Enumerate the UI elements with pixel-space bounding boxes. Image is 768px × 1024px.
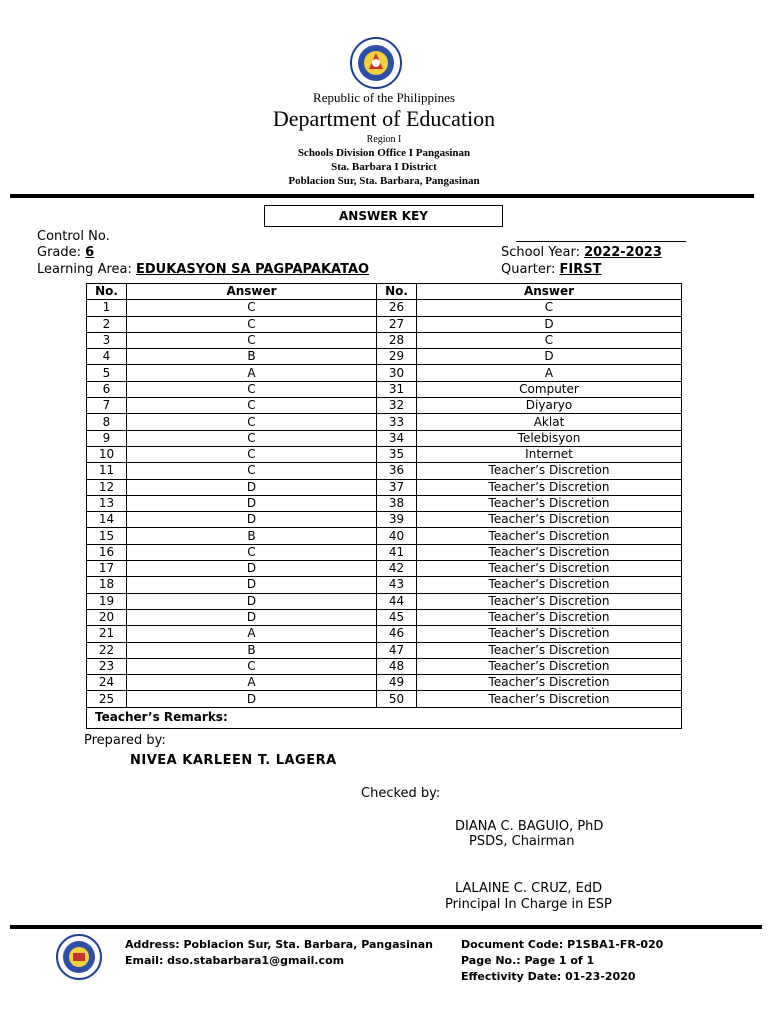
item-answer: C — [127, 544, 377, 560]
item-number: 5 — [87, 365, 127, 381]
item-number: 8 — [87, 414, 127, 430]
item-answer: D — [127, 512, 377, 528]
learning-area-label: Learning Area: — [37, 262, 132, 277]
item-number: 9 — [87, 430, 127, 446]
item-answer: Teacher’s Discretion — [417, 463, 682, 479]
item-answer: C — [127, 398, 377, 414]
item-number: 24 — [87, 675, 127, 691]
item-number: 45 — [377, 609, 417, 625]
deped-seal-icon — [345, 36, 407, 90]
table-row — [87, 577, 682, 593]
control-number-label: Control No. — [37, 229, 110, 244]
item-number: 49 — [377, 675, 417, 691]
item-answer: A — [417, 365, 682, 381]
teachers-remarks-label: Teacher’s Remarks: — [87, 707, 682, 728]
item-answer: D — [127, 691, 377, 707]
item-answer: D — [417, 316, 682, 332]
item-number: 23 — [87, 658, 127, 674]
item-answer: Teacher’s Discretion — [417, 512, 682, 528]
item-number: 18 — [87, 577, 127, 593]
table-row — [87, 463, 682, 479]
item-answer: A — [127, 626, 377, 642]
item-answer: B — [127, 528, 377, 544]
item-answer: Teacher’s Discretion — [417, 609, 682, 625]
checker1-title: PSDS, Chairman — [469, 834, 575, 849]
division-text: Schools Division Office I Pangasinan — [297, 147, 471, 159]
table-row — [87, 675, 682, 691]
department-title: Department of Education — [272, 106, 496, 131]
item-answer: D — [127, 561, 377, 577]
table-row — [87, 381, 682, 397]
item-answer: D — [127, 593, 377, 609]
item-answer: B — [127, 642, 377, 658]
item-number: 10 — [87, 446, 127, 462]
column-header: Answer — [127, 284, 377, 300]
item-answer: C — [417, 300, 682, 316]
school-year-value: 2022-2023 — [584, 245, 662, 260]
table-row — [87, 691, 682, 707]
checked-by-label: Checked by: — [361, 786, 441, 801]
item-answer: D — [127, 495, 377, 511]
item-answer: Aklat — [417, 414, 682, 430]
item-number: 11 — [87, 463, 127, 479]
column-header: No. — [87, 284, 127, 300]
item-answer: Teacher’s Discretion — [417, 479, 682, 495]
item-answer: Teacher’s Discretion — [417, 642, 682, 658]
header-address: Poblacion Sur, Sta. Barbara, Pangasinan — [288, 175, 480, 187]
item-number: 4 — [87, 349, 127, 365]
item-answer: Teacher’s Discretion — [417, 544, 682, 560]
preparer-name: NIVEA KARLEEN T. LAGERA — [130, 753, 337, 768]
item-number: 14 — [87, 512, 127, 528]
item-number: 28 — [377, 332, 417, 348]
item-answer: C — [127, 446, 377, 462]
school-year-label: School Year: — [501, 245, 580, 260]
item-answer: C — [127, 414, 377, 430]
item-number: 39 — [377, 512, 417, 528]
item-answer: D — [417, 349, 682, 365]
district-text: Sta. Barbara I District — [331, 161, 437, 173]
item-answer: B — [127, 349, 377, 365]
control-number-line — [516, 241, 686, 242]
item-number: 34 — [377, 430, 417, 446]
item-answer: Teacher’s Discretion — [417, 561, 682, 577]
item-number: 35 — [377, 446, 417, 462]
table-row — [87, 414, 682, 430]
table-row — [87, 300, 682, 316]
item-number: 43 — [377, 577, 417, 593]
checker1-name: DIANA C. BAGUIO, PhD — [455, 819, 604, 834]
effectivity-date: Effectivity Date: 01-23-2020 — [461, 970, 636, 983]
item-answer: D — [127, 577, 377, 593]
grade-value: 6 — [85, 245, 95, 260]
item-number: 32 — [377, 398, 417, 414]
item-number: 6 — [87, 381, 127, 397]
table-row — [87, 349, 682, 365]
item-number: 50 — [377, 691, 417, 707]
item-number: 40 — [377, 528, 417, 544]
item-answer: C — [127, 300, 377, 316]
item-answer: Teacher’s Discretion — [417, 675, 682, 691]
item-number: 16 — [87, 544, 127, 560]
item-answer: C — [127, 658, 377, 674]
item-number: 2 — [87, 316, 127, 332]
table-row — [87, 479, 682, 495]
item-number: 26 — [377, 300, 417, 316]
table-header-row — [87, 284, 682, 300]
item-answer: Teacher’s Discretion — [417, 626, 682, 642]
item-answer: A — [127, 675, 377, 691]
item-number: 33 — [377, 414, 417, 430]
answer-key-title: ANSWER KEY — [264, 205, 503, 227]
item-number: 13 — [87, 495, 127, 511]
quarter-row — [501, 262, 601, 278]
remarks-row — [87, 707, 682, 728]
table-row — [87, 544, 682, 560]
table-row — [87, 316, 682, 332]
item-number: 38 — [377, 495, 417, 511]
item-number: 48 — [377, 658, 417, 674]
document-code: Document Code: P1SBA1-FR-020 — [461, 938, 664, 951]
item-number: 12 — [87, 479, 127, 495]
item-answer: Teacher’s Discretion — [417, 658, 682, 674]
prepared-by-label: Prepared by: — [84, 733, 166, 748]
table-row — [87, 658, 682, 674]
item-number: 19 — [87, 593, 127, 609]
table-row — [87, 365, 682, 381]
republic-text: Republic of the Philippines — [313, 90, 455, 105]
item-number: 15 — [87, 528, 127, 544]
item-number: 47 — [377, 642, 417, 658]
item-number: 44 — [377, 593, 417, 609]
school-year-row — [501, 245, 662, 261]
item-answer: C — [127, 463, 377, 479]
table-row — [87, 446, 682, 462]
item-number: 20 — [87, 609, 127, 625]
table-row — [87, 626, 682, 642]
table-row — [87, 561, 682, 577]
item-answer: Teacher’s Discretion — [417, 593, 682, 609]
item-answer: C — [127, 332, 377, 348]
item-number: 42 — [377, 561, 417, 577]
item-number: 37 — [377, 479, 417, 495]
learning-area-value: EDUKASYON SA PAGPAPAKATAO — [136, 262, 370, 277]
item-answer: Diyaryo — [417, 398, 682, 414]
quarter-label: Quarter: — [501, 262, 556, 277]
district-seal-icon — [53, 933, 105, 981]
item-answer: Computer — [417, 381, 682, 397]
item-number: 36 — [377, 463, 417, 479]
quarter-value: FIRST — [559, 262, 602, 277]
item-number: 29 — [377, 349, 417, 365]
item-number: 17 — [87, 561, 127, 577]
header-divider — [10, 194, 754, 198]
checker2-title: Principal In Charge in ESP — [445, 897, 612, 912]
table-row — [87, 609, 682, 625]
item-number: 22 — [87, 642, 127, 658]
table-row — [87, 642, 682, 658]
item-answer: C — [417, 332, 682, 348]
page-number: Page No.: Page 1 of 1 — [461, 954, 595, 967]
item-number: 30 — [377, 365, 417, 381]
grade-row — [37, 245, 94, 261]
table-row — [87, 398, 682, 414]
table-row — [87, 430, 682, 446]
region-text: Region I — [366, 134, 402, 145]
column-header: No. — [377, 284, 417, 300]
grade-label: Grade: — [37, 245, 82, 260]
item-answer: Teacher’s Discretion — [417, 577, 682, 593]
item-answer: Teacher’s Discretion — [417, 691, 682, 707]
item-answer: Teacher’s Discretion — [417, 528, 682, 544]
table-row — [87, 512, 682, 528]
item-number: 25 — [87, 691, 127, 707]
item-answer: C — [127, 316, 377, 332]
answer-key-table — [86, 283, 682, 729]
column-header: Answer — [417, 284, 682, 300]
checker2-name: LALAINE C. CRUZ, EdD — [455, 881, 603, 896]
item-number: 21 — [87, 626, 127, 642]
item-answer: Telebisyon — [417, 430, 682, 446]
table-row — [87, 593, 682, 609]
footer-address: Address: Poblacion Sur, Sta. Barbara, Pangasinan — [125, 938, 433, 951]
item-number: 7 — [87, 398, 127, 414]
item-number: 3 — [87, 332, 127, 348]
item-answer: C — [127, 381, 377, 397]
footer-email: Email: dso.stabarbara1@gmail.com — [125, 954, 345, 967]
item-answer: Internet — [417, 446, 682, 462]
item-number: 31 — [377, 381, 417, 397]
item-answer: D — [127, 479, 377, 495]
item-number: 46 — [377, 626, 417, 642]
footer-divider — [10, 925, 762, 929]
table-row — [87, 495, 682, 511]
table-row — [87, 528, 682, 544]
item-answer: C — [127, 430, 377, 446]
item-answer: Teacher’s Discretion — [417, 495, 682, 511]
item-number: 27 — [377, 316, 417, 332]
item-answer: D — [127, 609, 377, 625]
item-number: 1 — [87, 300, 127, 316]
table-row — [87, 332, 682, 348]
item-number: 41 — [377, 544, 417, 560]
learning-area-row — [37, 262, 369, 278]
item-answer: A — [127, 365, 377, 381]
